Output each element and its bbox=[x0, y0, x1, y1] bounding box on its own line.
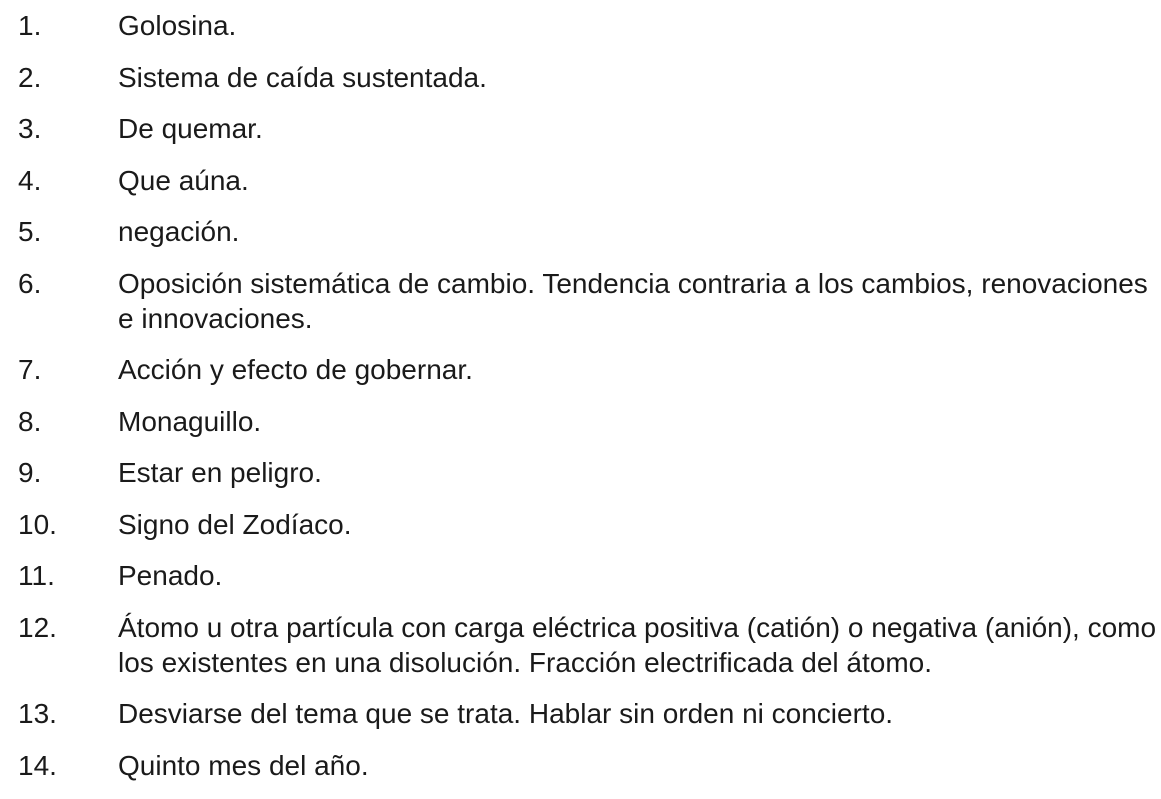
clue-text: Penado. bbox=[118, 560, 223, 591]
list-item bbox=[0, 696, 1161, 731]
list-item bbox=[0, 266, 1161, 336]
list-item bbox=[0, 748, 1161, 783]
clue-number: 5. bbox=[18, 216, 42, 247]
clue-text: Desviarse del tema que se trata. Hablar sin orden ni concierto. bbox=[118, 698, 894, 729]
list-item bbox=[0, 455, 1161, 490]
clue-text: Quinto mes del año. bbox=[118, 749, 369, 781]
list-item bbox=[0, 111, 1161, 146]
list-item bbox=[0, 8, 1161, 43]
clue-text: De quemar. bbox=[118, 113, 263, 144]
clue-text: Oposición sistemática de cambio. Tendencia contraria a los cambios, renovaciones e innovaciones. bbox=[118, 267, 1148, 334]
clue-number: 7. bbox=[18, 354, 42, 385]
clue-text: Monaguillo. bbox=[118, 405, 262, 437]
clue-text: Golosina. bbox=[118, 10, 237, 41]
list-item bbox=[0, 558, 1161, 593]
list-item bbox=[0, 60, 1161, 95]
clue-number: 9. bbox=[18, 457, 42, 488]
clue-number: 3. bbox=[18, 113, 42, 144]
list-item bbox=[0, 214, 1161, 249]
clue-number: 4. bbox=[18, 164, 42, 196]
clue-text: negación. bbox=[118, 216, 240, 247]
clue-number: 11. bbox=[18, 560, 55, 591]
clue-number: 8. bbox=[18, 405, 42, 437]
clue-number: 10. bbox=[18, 508, 57, 540]
clue-list bbox=[0, 8, 1161, 799]
list-item bbox=[0, 352, 1161, 387]
clue-number: 13. bbox=[18, 698, 57, 729]
clue-text: Sistema de caída sustentada. bbox=[118, 61, 487, 93]
clue-text: Estar en peligro. bbox=[118, 457, 322, 488]
list-item bbox=[0, 163, 1161, 198]
clue-text: Átomo u otra partícula con carga eléctrica positiva (catión) o negativa (anión), como los existentes en una disolución. Fracción electrificada del átomo. bbox=[118, 611, 1157, 678]
clue-number: 6. bbox=[18, 267, 42, 299]
clue-text: Acción y efecto de gobernar. bbox=[118, 354, 473, 385]
clue-number: 14. bbox=[18, 749, 57, 781]
clue-number: 2. bbox=[18, 61, 42, 93]
clue-text: Signo del Zodíaco. bbox=[118, 508, 352, 540]
list-item bbox=[0, 507, 1161, 542]
list-item bbox=[0, 610, 1161, 680]
clue-number: 12. bbox=[18, 611, 57, 643]
clue-number: 1. bbox=[18, 10, 42, 41]
clue-text: Que aúna. bbox=[118, 164, 249, 196]
list-item bbox=[0, 404, 1161, 439]
